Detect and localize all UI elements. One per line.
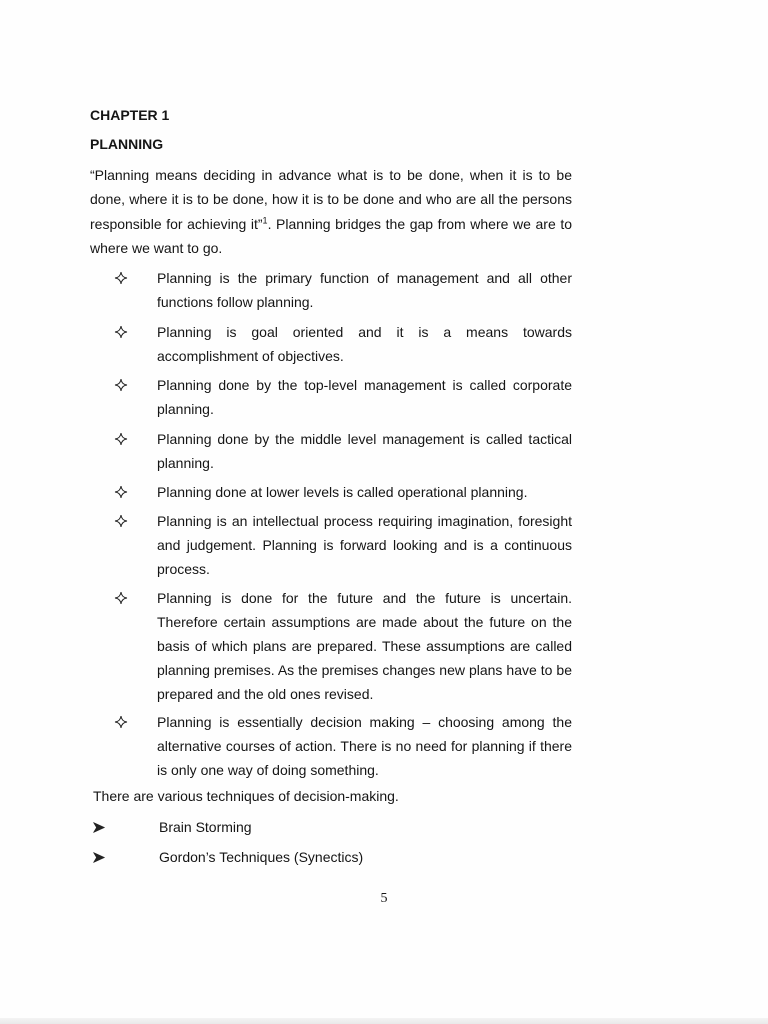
four-point-star-icon	[114, 378, 128, 392]
four-point-star-icon	[114, 715, 128, 729]
footnote-ref: 1	[262, 214, 268, 225]
chapter-title: PLANNING	[90, 136, 164, 152]
page-number: 5	[380, 891, 388, 906]
chapter-label: CHAPTER 1	[90, 107, 170, 123]
four-point-star-icon	[114, 271, 128, 285]
techniques-intro: There are various techniques of decision-making.	[93, 788, 399, 804]
four-point-star-icon	[114, 485, 128, 499]
technique-label: Brain Storming	[159, 819, 252, 835]
bullet-text: Planning done at lower levels is called operational planning.	[157, 484, 528, 500]
arrowhead-right-icon	[93, 852, 105, 863]
intro-continuation: . Planning bridges the gap from where we are to where we want to go.	[90, 215, 572, 256]
intro-paragraph	[90, 163, 572, 260]
bullet-text: Planning is goal oriented and it is a means towards accomplishment of objectives.	[157, 324, 572, 364]
bullet-text: Planning is an intellectual process requiring imagination, foresight and judgement. Planning is forward looking and is a continuous process.	[157, 513, 572, 577]
four-point-star-icon	[114, 591, 128, 605]
four-point-star-icon	[114, 325, 128, 339]
bullet-text: Planning is essentially decision making – choosing among the alternative courses of action. There is no need for planning if there is only one way of doing something.	[157, 714, 572, 778]
four-point-star-icon	[114, 432, 128, 446]
intro-quote: “Planning means deciding in advance what is to be done, when it is to be done, where it is to be done, how it is to be done and who are all the persons responsible for achieving it”	[90, 167, 572, 232]
bullet-text: Planning is the primary function of management and all other functions follow planning.	[157, 270, 572, 310]
technique-label: Gordon’s Techniques (Synectics)	[159, 849, 364, 865]
arrowhead-right-icon	[93, 822, 105, 833]
bullet-text: Planning is done for the future and the future is uncertain. Therefore certain assumptions are made about the future on the basis of which plans are prepared. These assumptions are called planning premises. As the premises changes new plans have to be prepared and the old ones revised.	[157, 590, 572, 702]
page-bottom-edge	[0, 1018, 768, 1024]
four-point-star-icon	[114, 514, 128, 528]
bullet-text: Planning done by the middle level management is called tactical planning.	[157, 431, 572, 471]
bullet-text: Planning done by the top-level management is called corporate planning.	[157, 377, 572, 417]
